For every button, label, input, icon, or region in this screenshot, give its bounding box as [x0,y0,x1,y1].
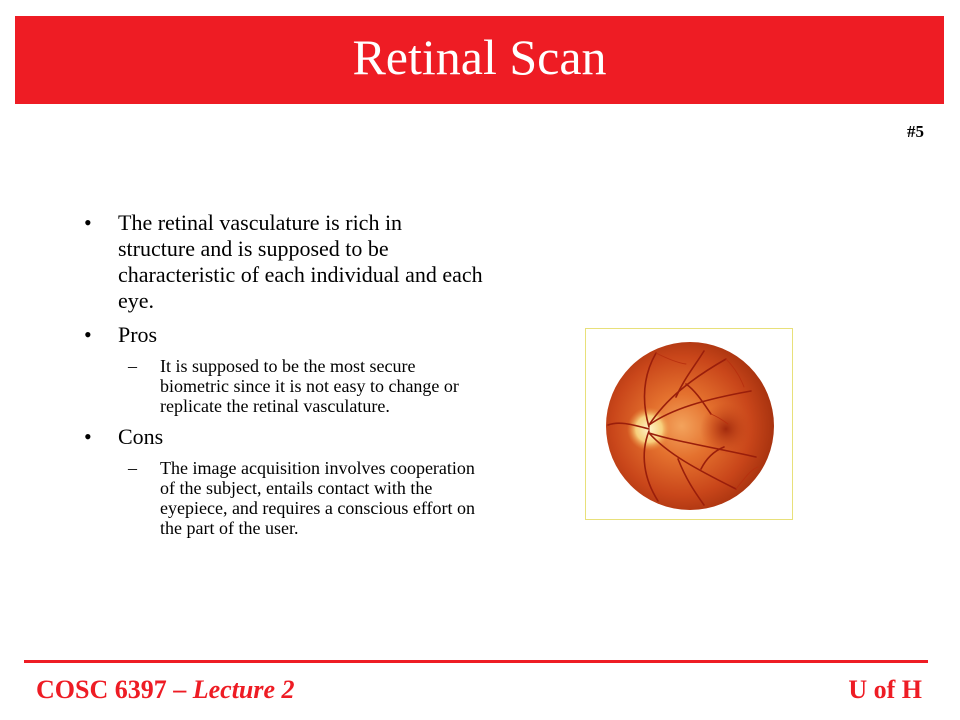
retina-image-frame [585,328,793,520]
bullet-item [84,210,484,314]
footer-divider [24,660,928,663]
slide-title: Retinal Scan [352,29,607,85]
sub-bullet-text: It is supposed to be the most secure biometric since it is not easy to change or replicate the retinal vasculature. [160,356,459,416]
bullet-icon: • [84,210,92,235]
slide-content [84,210,484,546]
bullet-item-pros [84,322,484,348]
bullet-icon: • [84,322,92,347]
dash-icon: – [128,458,137,478]
bullet-text: The retinal vasculature is rich in structure and is supposed to be characteristic of each individual and each eye. [118,210,483,313]
bullet-text: Cons [118,424,164,449]
footer-course [36,675,295,705]
dash-icon: – [128,356,137,376]
bullet-text: Pros [118,322,158,347]
slide-number: #5 [907,122,924,141]
bullet-item-cons [84,424,484,450]
sub-bullet-item [84,356,484,416]
title-bar [15,16,944,104]
sub-bullet-item [84,458,484,538]
footer-lecture: Lecture 2 [192,675,295,704]
footer-course-code: COSC 6397 – [36,675,193,704]
retina-fundus-image [586,329,792,519]
sub-bullet-text: The image acquisition involves cooperation of the subject, entails contact with the eyepiece, and requires a conscious effort on the part of the user. [160,458,476,538]
footer-org: U of H [848,675,922,704]
bullet-icon: • [84,424,92,449]
